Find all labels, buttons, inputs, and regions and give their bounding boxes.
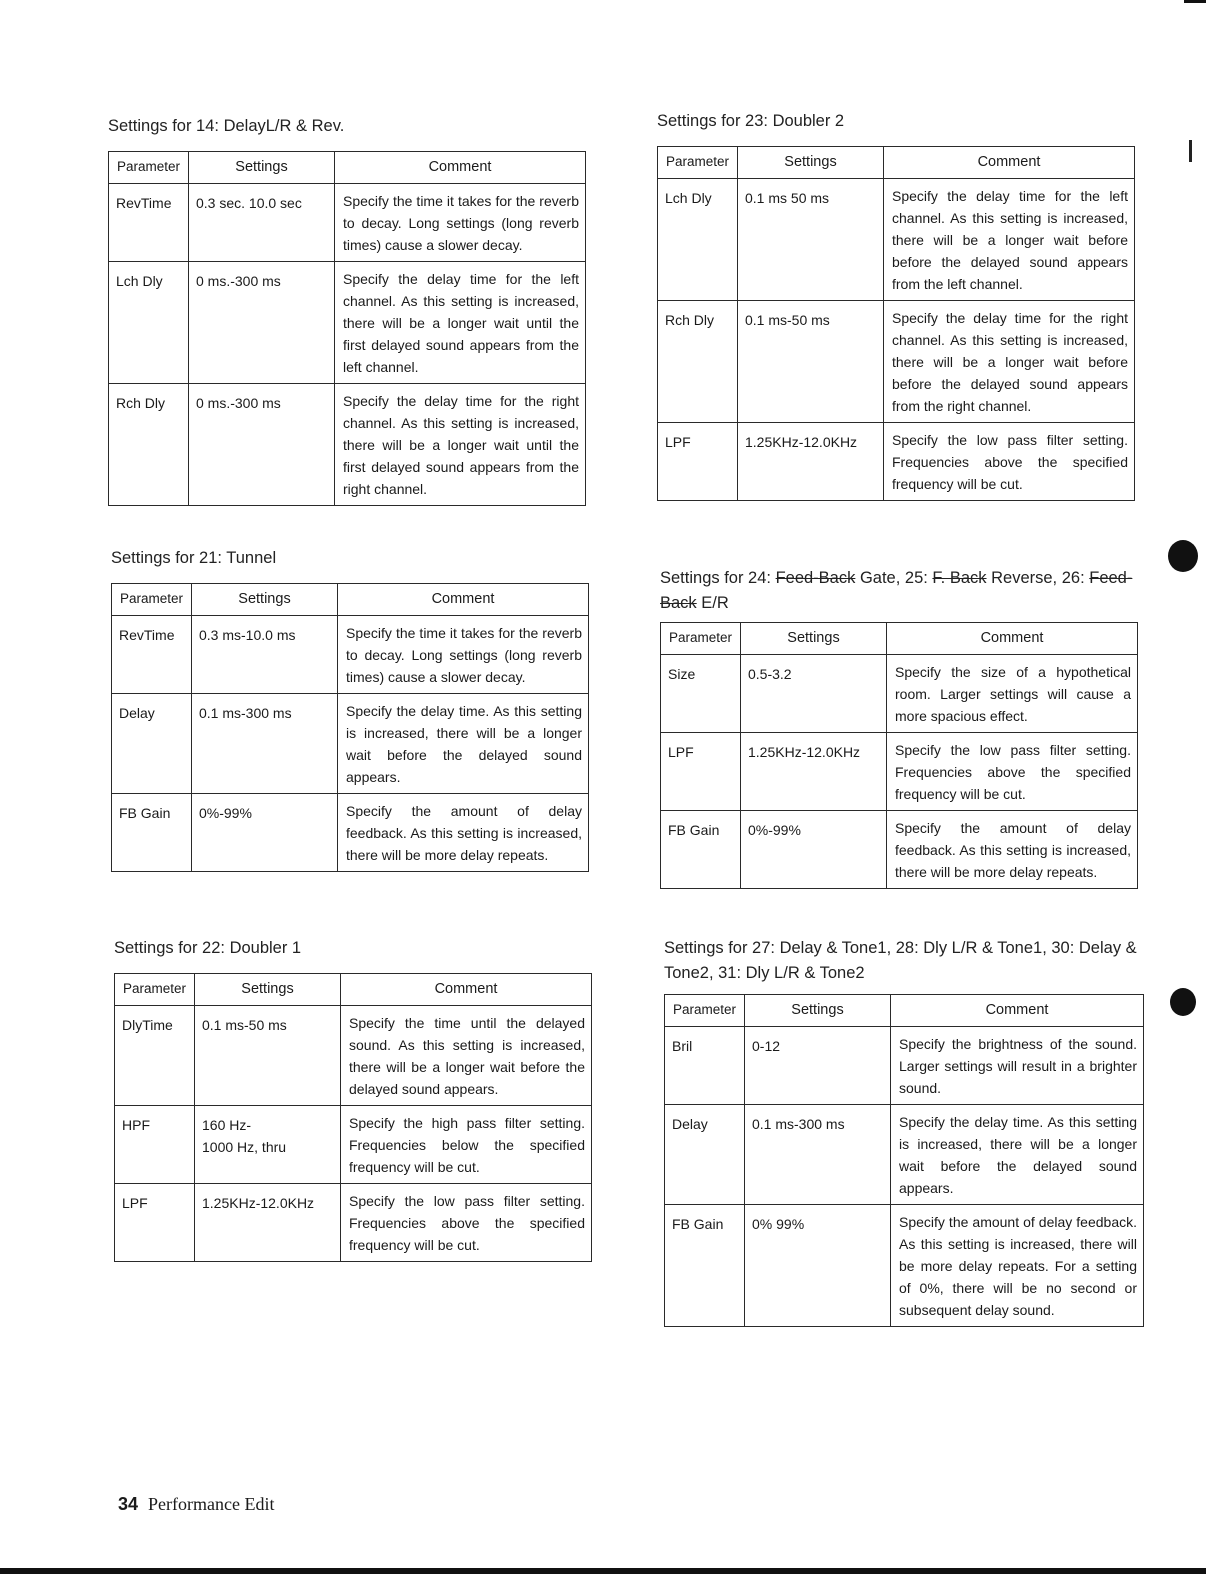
corner-mark	[1184, 0, 1206, 3]
settings-cell: 0.1 ms-50 ms	[738, 301, 884, 423]
settings-cell: 0.3 ms-10.0 ms	[192, 616, 338, 694]
section-title: Settings for 24: Feed-Back Gate, 25: F. Back Reverse, 26: Feed-Back E/R	[660, 569, 1133, 612]
comment-cell: Specify the amount of delay feedback. As this setting is increased, there will be more delay repeats.	[338, 794, 589, 872]
table-row	[665, 1105, 1144, 1205]
parameter-cell: FB Gain	[661, 811, 741, 889]
settings-cell: 0 ms.-300 ms	[189, 384, 335, 506]
table-row	[658, 423, 1135, 501]
parameter-cell: Bril	[665, 1027, 745, 1105]
settings-cell: 0.5-3.2	[741, 655, 887, 733]
parameter-cell: Rch Dly	[658, 301, 738, 423]
column-header-settings: Settings	[189, 152, 335, 184]
table-row	[115, 1106, 592, 1184]
settings-cell: 0%-99%	[741, 811, 887, 889]
table-row	[665, 1205, 1144, 1327]
column-header-settings: Settings	[741, 623, 887, 655]
footer-label: Performance Edit	[148, 1494, 275, 1514]
section-tunnel	[111, 546, 589, 872]
parameter-cell: DlyTime	[115, 1006, 195, 1106]
settings-table	[664, 994, 1144, 1327]
page-footer	[118, 1494, 274, 1515]
column-header-comment: Comment	[338, 584, 589, 616]
parameter-cell: Rch Dly	[109, 384, 189, 506]
section-delaylr-rev	[108, 114, 586, 506]
parameter-cell: Delay	[112, 694, 192, 794]
section-title: Settings for 14: DelayL/R & Rev.	[108, 117, 345, 135]
comment-cell: Specify the amount of delay feedback. As this setting is increased, there will be more delay repeats. For a setting of 0%, there will be no second or subsequent delay sound.	[891, 1205, 1144, 1327]
table-row	[661, 811, 1138, 889]
column-header-parameter: Parameter	[658, 147, 738, 179]
settings-cell: 0% 99%	[745, 1205, 891, 1327]
column-header-comment: Comment	[887, 623, 1138, 655]
table-row	[109, 184, 586, 262]
settings-cell: 0.1 ms-300 ms	[192, 694, 338, 794]
settings-cell: 0.3 sec. 10.0 sec	[189, 184, 335, 262]
comment-cell: Specify the time it takes for the reverb to decay. Long settings (long reverb times) cause a slower decay.	[335, 184, 586, 262]
table-row	[112, 694, 589, 794]
column-header-parameter: Parameter	[665, 995, 745, 1027]
comment-cell: Specify the delay time for the left channel. As this setting is increased, there will be a longer wait before before the delayed sound appears from the left channel.	[884, 179, 1135, 301]
settings-table	[657, 146, 1135, 501]
comment-cell: Specify the size of a hypothetical room. Larger settings will cause a more spacious effect.	[887, 655, 1138, 733]
punch-hole	[1168, 540, 1198, 572]
settings-cell: 1.25KHz-12.0KHz	[738, 423, 884, 501]
column-header-settings: Settings	[195, 974, 341, 1006]
parameter-cell: LPF	[115, 1184, 195, 1262]
parameter-cell: Size	[661, 655, 741, 733]
table-row	[665, 1027, 1144, 1105]
section-doubler-2	[657, 109, 1135, 501]
parameter-cell: Lch Dly	[109, 262, 189, 384]
column-header-parameter: Parameter	[661, 623, 741, 655]
parameter-cell: LPF	[661, 733, 741, 811]
settings-cell: 160 Hz- 1000 Hz, thru	[195, 1106, 341, 1184]
settings-cell: 0%-99%	[192, 794, 338, 872]
table-row	[115, 1184, 592, 1262]
bottom-rule	[0, 1568, 1206, 1574]
table-row	[661, 733, 1138, 811]
settings-cell: 0.1 ms-50 ms	[195, 1006, 341, 1106]
table-row	[109, 262, 586, 384]
parameter-cell: FB Gain	[665, 1205, 745, 1327]
section-title: Settings for 22: Doubler 1	[114, 939, 302, 957]
column-header-parameter: Parameter	[112, 584, 192, 616]
comment-cell: Specify the high pass filter setting. Frequencies below the specified frequency will be cut.	[341, 1106, 592, 1184]
comment-cell: Specify the delay time. As this setting is increased, there will be a longer wait before the delayed sound appears.	[891, 1105, 1144, 1205]
section-doubler-1	[114, 936, 592, 1262]
settings-table	[108, 151, 586, 506]
section-title: Settings for 23: Doubler 2	[657, 112, 845, 130]
parameter-cell: RevTime	[109, 184, 189, 262]
settings-cell: 0 ms.-300 ms	[189, 262, 335, 384]
comment-cell: Specify the delay time for the right channel. As this setting is increased, there will be a longer wait before before the delayed sound appears from the right channel.	[884, 301, 1135, 423]
column-header-settings: Settings	[745, 995, 891, 1027]
parameter-cell: LPF	[658, 423, 738, 501]
column-header-parameter: Parameter	[109, 152, 189, 184]
table-row	[658, 179, 1135, 301]
column-header-comment: Comment	[884, 147, 1135, 179]
comment-cell: Specify the low pass filter setting. Frequencies above the specified frequency will be cut.	[884, 423, 1135, 501]
comment-cell: Specify the delay time for the left channel. As this setting is increased, there will be a longer wait until the first delayed sound appears from the left channel.	[335, 262, 586, 384]
column-header-settings: Settings	[192, 584, 338, 616]
section-title: Settings for 27: Delay & Tone1, 28: Dly L/R & Tone1, 30: Delay & Tone2, 31: Dly L/R & Tone2	[664, 939, 1137, 982]
section-title: Settings for 21: Tunnel	[111, 549, 277, 567]
comment-cell: Specify the time it takes for the reverb to decay. Long settings (long reverb times) cause a slower decay.	[338, 616, 589, 694]
comment-cell: Specify the amount of delay feedback. As this setting is increased, there will be more delay repeats.	[887, 811, 1138, 889]
page-number: 34	[118, 1494, 139, 1514]
parameter-cell: HPF	[115, 1106, 195, 1184]
margin-mark	[1189, 140, 1192, 162]
column-header-comment: Comment	[335, 152, 586, 184]
comment-cell: Specify the delay time. As this setting is increased, there will be a longer wait before the delayed sound appears.	[338, 694, 589, 794]
table-row	[661, 655, 1138, 733]
settings-cell: 0.1 ms-300 ms	[745, 1105, 891, 1205]
table-row	[112, 616, 589, 694]
parameter-cell: Lch Dly	[658, 179, 738, 301]
punch-hole	[1170, 988, 1196, 1016]
table-row	[658, 301, 1135, 423]
parameter-cell: Delay	[665, 1105, 745, 1205]
comment-cell: Specify the delay time for the right channel. As this setting is increased, there will be a longer wait until the first delayed sound appears from the right channel.	[335, 384, 586, 506]
settings-table	[660, 622, 1138, 889]
settings-cell: 1.25KHz-12.0KHz	[741, 733, 887, 811]
settings-cell: 1.25KHz-12.0KHz	[195, 1184, 341, 1262]
settings-table	[111, 583, 589, 872]
table-row	[112, 794, 589, 872]
comment-cell: Specify the time until the delayed sound. As this setting is increased, there will be a longer wait before the delayed sound appears.	[341, 1006, 592, 1106]
table-row	[109, 384, 586, 506]
settings-table	[114, 973, 592, 1262]
table-row	[115, 1006, 592, 1106]
column-header-comment: Comment	[891, 995, 1144, 1027]
comment-cell: Specify the brightness of the sound. Larger settings will result in a brighter sound.	[891, 1027, 1144, 1105]
section-delay-tone	[664, 936, 1144, 1327]
column-header-comment: Comment	[341, 974, 592, 1006]
comment-cell: Specify the low pass filter setting. Frequencies above the specified frequency will be cut.	[887, 733, 1138, 811]
parameter-cell: FB Gain	[112, 794, 192, 872]
settings-cell: 0-12	[745, 1027, 891, 1105]
comment-cell: Specify the low pass filter setting. Frequencies above the specified frequency will be cut.	[341, 1184, 592, 1262]
column-header-parameter: Parameter	[115, 974, 195, 1006]
settings-cell: 0.1 ms 50 ms	[738, 179, 884, 301]
parameter-cell: RevTime	[112, 616, 192, 694]
section-feedback-effects	[660, 566, 1138, 889]
column-header-settings: Settings	[738, 147, 884, 179]
